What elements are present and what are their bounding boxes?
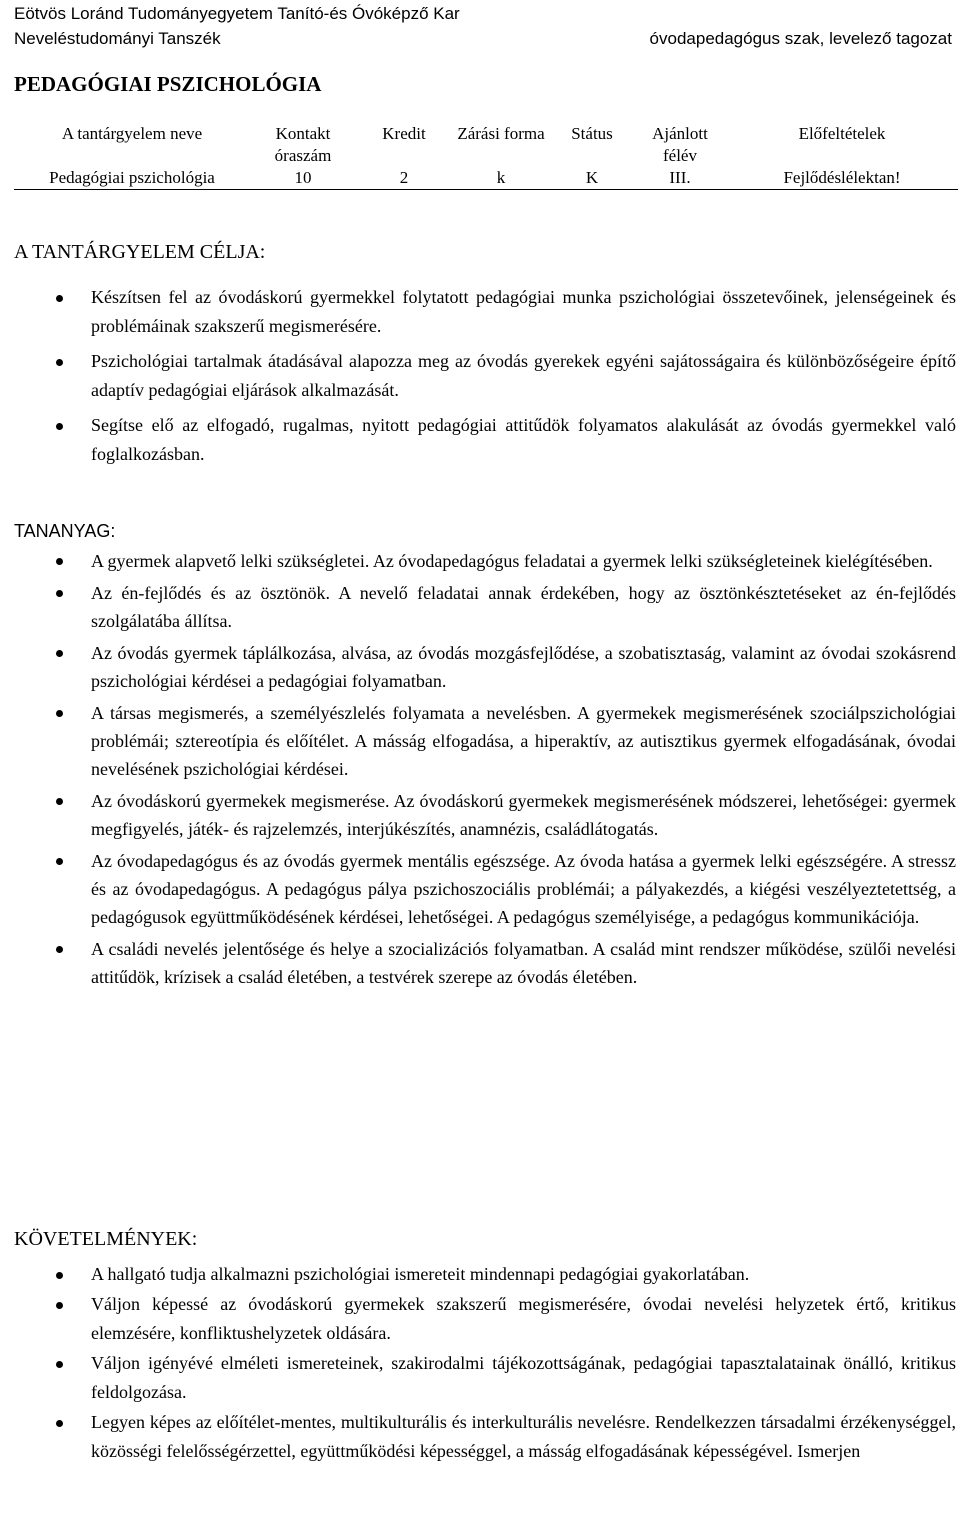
list-item bbox=[0, 639, 956, 695]
bullet-icon bbox=[56, 710, 63, 717]
list-item-text: Váljon igényévé elméleti ismereteinek, szakirodalmi tájékozottságának, pedagógiai tapasztalatainak önálló, kritikus feldolgozása. bbox=[91, 1353, 956, 1402]
table-header-cell: Kontakt óraszám bbox=[274, 124, 332, 165]
bullet-icon bbox=[56, 650, 63, 657]
list-item bbox=[0, 1290, 956, 1348]
requirements-heading: KÖVETELMÉNYEK: bbox=[14, 1228, 198, 1250]
goals-list bbox=[0, 283, 956, 475]
table-header-cell: Státus bbox=[571, 124, 613, 143]
list-item-text: Az én-fejlődés és az ösztönök. A nevelő feladatai annak érdekében, hogy az ösztönkésztetéseket az én-fejlődés szolgálatába állítsa. bbox=[91, 583, 956, 631]
list-item bbox=[0, 1260, 956, 1289]
bullet-icon bbox=[56, 295, 63, 302]
table-header-cell: Kredit bbox=[382, 124, 426, 143]
goals-heading: A TANTÁRGYELEM CÉLJA: bbox=[14, 241, 266, 263]
list-item bbox=[0, 1408, 956, 1466]
program-name: óvodapedagógus szak, levelező tagozat bbox=[649, 29, 952, 48]
list-item-text: Az óvodás gyermek táplálkozása, alvása, az óvodás mozgásfejlődése, a szobatisztaság, valamint az óvodai szokásrend pszichológiai kérdései a pedagógiai folyamatban. bbox=[91, 643, 956, 691]
list-item-text: Készítsen fel az óvodáskorú gyermekkel folytatott pedagógiai munka pszichológiai összetevőinek, jelenségeinek és problémáinak szakszerű megismerésére. bbox=[91, 287, 956, 336]
table-cell: k bbox=[452, 167, 550, 190]
table-header-cell: Zárási forma bbox=[457, 124, 545, 143]
list-item-text: A családi nevelés jelentősége és helye a szocializációs folyamatban. A család mint rendszer működése, szülői nevelési attitűdök, krízisek a család életében, a testvérek szerepe az óvodás életében. bbox=[91, 939, 956, 987]
list-item-text: Pszichológiai tartalmak átadásával alapozza meg az óvodás gyerekek egyéni sajátosságaira és különbözőségeire építő adaptív pedagógiai eljárások alkalmazását. bbox=[91, 351, 956, 400]
bullet-icon bbox=[56, 1420, 63, 1427]
bullet-icon bbox=[56, 1302, 63, 1309]
bullet-icon bbox=[56, 946, 63, 953]
bullet-icon bbox=[56, 1361, 63, 1368]
list-item-text: A hallgató tudja alkalmazni pszichológiai ismereteit mindennapi pedagógiai gyakorlatában. bbox=[91, 1264, 750, 1284]
list-item bbox=[0, 347, 956, 405]
bullet-icon bbox=[56, 558, 63, 565]
list-item bbox=[0, 579, 956, 635]
institution-name: Eötvös Loránd Tudományegyetem Tanító-és Óvóképző Kar bbox=[14, 4, 460, 23]
department-name: Neveléstudományi Tanszék bbox=[14, 29, 221, 48]
list-item bbox=[0, 411, 956, 469]
course-table bbox=[14, 123, 958, 190]
table-cell: Fejlődéslélektan! bbox=[726, 167, 958, 190]
list-item-text: Legyen képes az előítélet-mentes, multikulturális és interkulturális nevelésre. Rendelkezzen társadalmi érzékenységgel, közösségi felelősségérzettel, együttműködési képességgel, a másság elfogadásának képességével. Ismerjen bbox=[91, 1412, 956, 1461]
content-heading: TANANYAG: bbox=[14, 521, 116, 541]
table-cell: III. bbox=[634, 167, 726, 190]
list-item bbox=[0, 547, 956, 575]
list-item-text: A gyermek alapvető lelki szükségletei. Az óvodapedagógus feladatai a gyermek lelki szükségleteinek kielégítésében. bbox=[91, 551, 933, 571]
list-item bbox=[0, 283, 956, 341]
bullet-icon bbox=[56, 590, 63, 597]
bullet-icon bbox=[56, 858, 63, 865]
list-item bbox=[0, 699, 956, 783]
table-cell: Pedagógiai pszichológia bbox=[14, 167, 250, 190]
list-item bbox=[0, 1349, 956, 1407]
list-item bbox=[0, 847, 956, 931]
list-item-text: Váljon képessé az óvodáskorú gyermekek szakszerű megismerésére, óvodai nevelési helyzetek értő, kritikus elemzésére, konfliktushelyzetek oldására. bbox=[91, 1294, 956, 1343]
table-cell: 10 bbox=[250, 167, 356, 190]
table-row bbox=[14, 167, 958, 190]
list-item-text: Segítse elő az elfogadó, rugalmas, nyitott pedagógiai attitűdök folyamatos alakulását az óvodás gyermekkel való foglalkozásban. bbox=[91, 415, 956, 464]
list-item bbox=[0, 935, 956, 991]
bullet-icon bbox=[56, 798, 63, 805]
requirements-list bbox=[0, 1260, 956, 1467]
page-title: PEDAGÓGIAI PSZICHOLÓGIA bbox=[14, 72, 322, 96]
bullet-icon bbox=[56, 1272, 63, 1279]
bullet-icon bbox=[56, 359, 63, 366]
table-header-cell: Előfeltételek bbox=[798, 124, 886, 143]
list-item-text: Az óvodáskorú gyermekek megismerése. Az óvodáskorú gyermekek megismerésének módszerei, lehetőségei: gyermek megfigyelés, játék- és rajzelemzés, interjúkészítés, anamnézis, családlátogatás. bbox=[91, 791, 956, 839]
list-item bbox=[0, 787, 956, 843]
bullet-icon bbox=[56, 423, 63, 430]
list-item-text: Az óvodapedagógus és az óvodás gyermek mentális egészsége. Az óvoda hatása a gyermek lelki egészségére. A stressz és az óvodapedagógus. A pedagógus pálya pszichoszociális problémái; a pályakezdés, a kiégési veszélyeztetettség, a pedagógusok együttműködésének kérdései, lehetőségei. A pedagógus személyisége, a pedagógus kommunikációja. bbox=[91, 851, 956, 927]
table-cell: 2 bbox=[356, 167, 452, 190]
content-list bbox=[0, 547, 956, 995]
course-table-header-row bbox=[14, 123, 958, 167]
table-header-cell: A tantárgyelem neve bbox=[61, 124, 203, 143]
list-item-text: A társas megismerés, a személyészlelés folyamata a nevelésben. A gyermekek megismerésének szociálpszichológiai problémái; sztereotípia és előítélet. A másság elfogadása, a hiperaktív, az autisztikus gyermek elfogadásának, óvodai nevelésének pszichológiai kérdései. bbox=[91, 703, 956, 779]
table-header-cell: Ajánlott félév bbox=[652, 124, 708, 165]
table-cell: K bbox=[550, 167, 634, 190]
